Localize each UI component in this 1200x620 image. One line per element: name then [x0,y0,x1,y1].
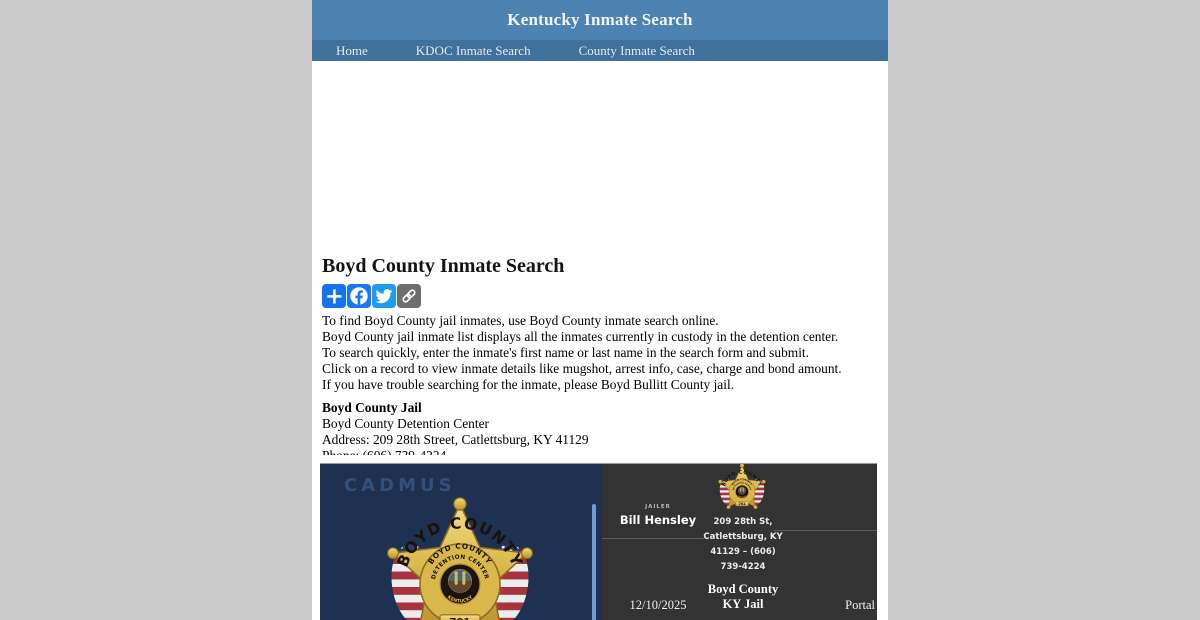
card-date: 12/10/2025 [629,598,687,612]
ad-placeholder [312,61,888,255]
card-accent-line [592,504,596,620]
divider-line [774,530,877,531]
share-icon[interactable] [322,284,346,308]
nav-item-kdoc-inmate-search[interactable]: KDOC Inmate Search [415,43,531,58]
content-column [312,0,888,620]
jail-card-embed [312,455,888,620]
chain-link-glyph [400,287,418,305]
intro-line: If you have trouble searching for the inmate, please Boyd Bullitt County jail. [322,377,735,392]
facebook-glyph [348,285,370,307]
plus-icon [324,286,344,306]
facility-name: Boyd County KY Jail [707,582,779,611]
main-content [312,255,888,464]
jail-id-card [320,463,877,620]
jail-info-line: Address: 209 28th Street, Catlettsburg, KY 41129 [322,432,589,447]
cadmus-logo: CADMUS [344,475,456,496]
jail-address-block [702,515,784,575]
site-header [312,0,888,40]
twitter-bird-glyph [375,287,393,305]
nav-item-home[interactable]: Home [336,43,368,58]
address-line: Catlettsburg, KY [703,532,783,542]
address-line: 209 28th St, [713,517,773,527]
copy-link-icon[interactable] [397,284,421,308]
divider-line [602,538,704,539]
jailer-block [602,504,714,527]
boyd-county-badge-small [717,462,767,515]
intro-line: To search quickly, enter the inmate's first name or last name in the search form and submit. [322,345,809,360]
twitter-icon[interactable] [372,284,396,308]
card-badge-panel [320,464,602,620]
address-line: 41129 – (606) [710,547,776,557]
facebook-icon[interactable] [347,284,371,308]
intro-paragraph [322,313,878,393]
portal-link[interactable]: Portal [845,598,875,612]
jailer-name: Bill Hensley [619,513,697,527]
jailer-label: JAILER [645,504,671,510]
share-buttons [322,284,878,308]
page-title: Boyd County Inmate Search [322,255,565,277]
intro-line: To find Boyd County jail inmates, use Boyd County inmate search online. [322,313,719,328]
intro-line: Click on a record to view inmate details like mugshot, arrest info, case, charge and bond amount. [322,361,842,376]
card-info-panel [602,464,877,620]
site-title: Kentucky Inmate Search [507,10,693,29]
jail-info-line: Boyd County Detention Center [322,416,489,431]
intro-line: Boyd County jail inmate list displays all the inmates currently in custody in the detention center. [322,329,839,344]
nav-item-county-inmate-search[interactable]: County Inmate Search [578,43,695,58]
jail-info-title: Boyd County Jail [322,400,422,415]
main-nav [312,40,888,61]
boyd-county-badge-large [383,493,537,620]
address-line: 739-4224 [720,562,766,572]
